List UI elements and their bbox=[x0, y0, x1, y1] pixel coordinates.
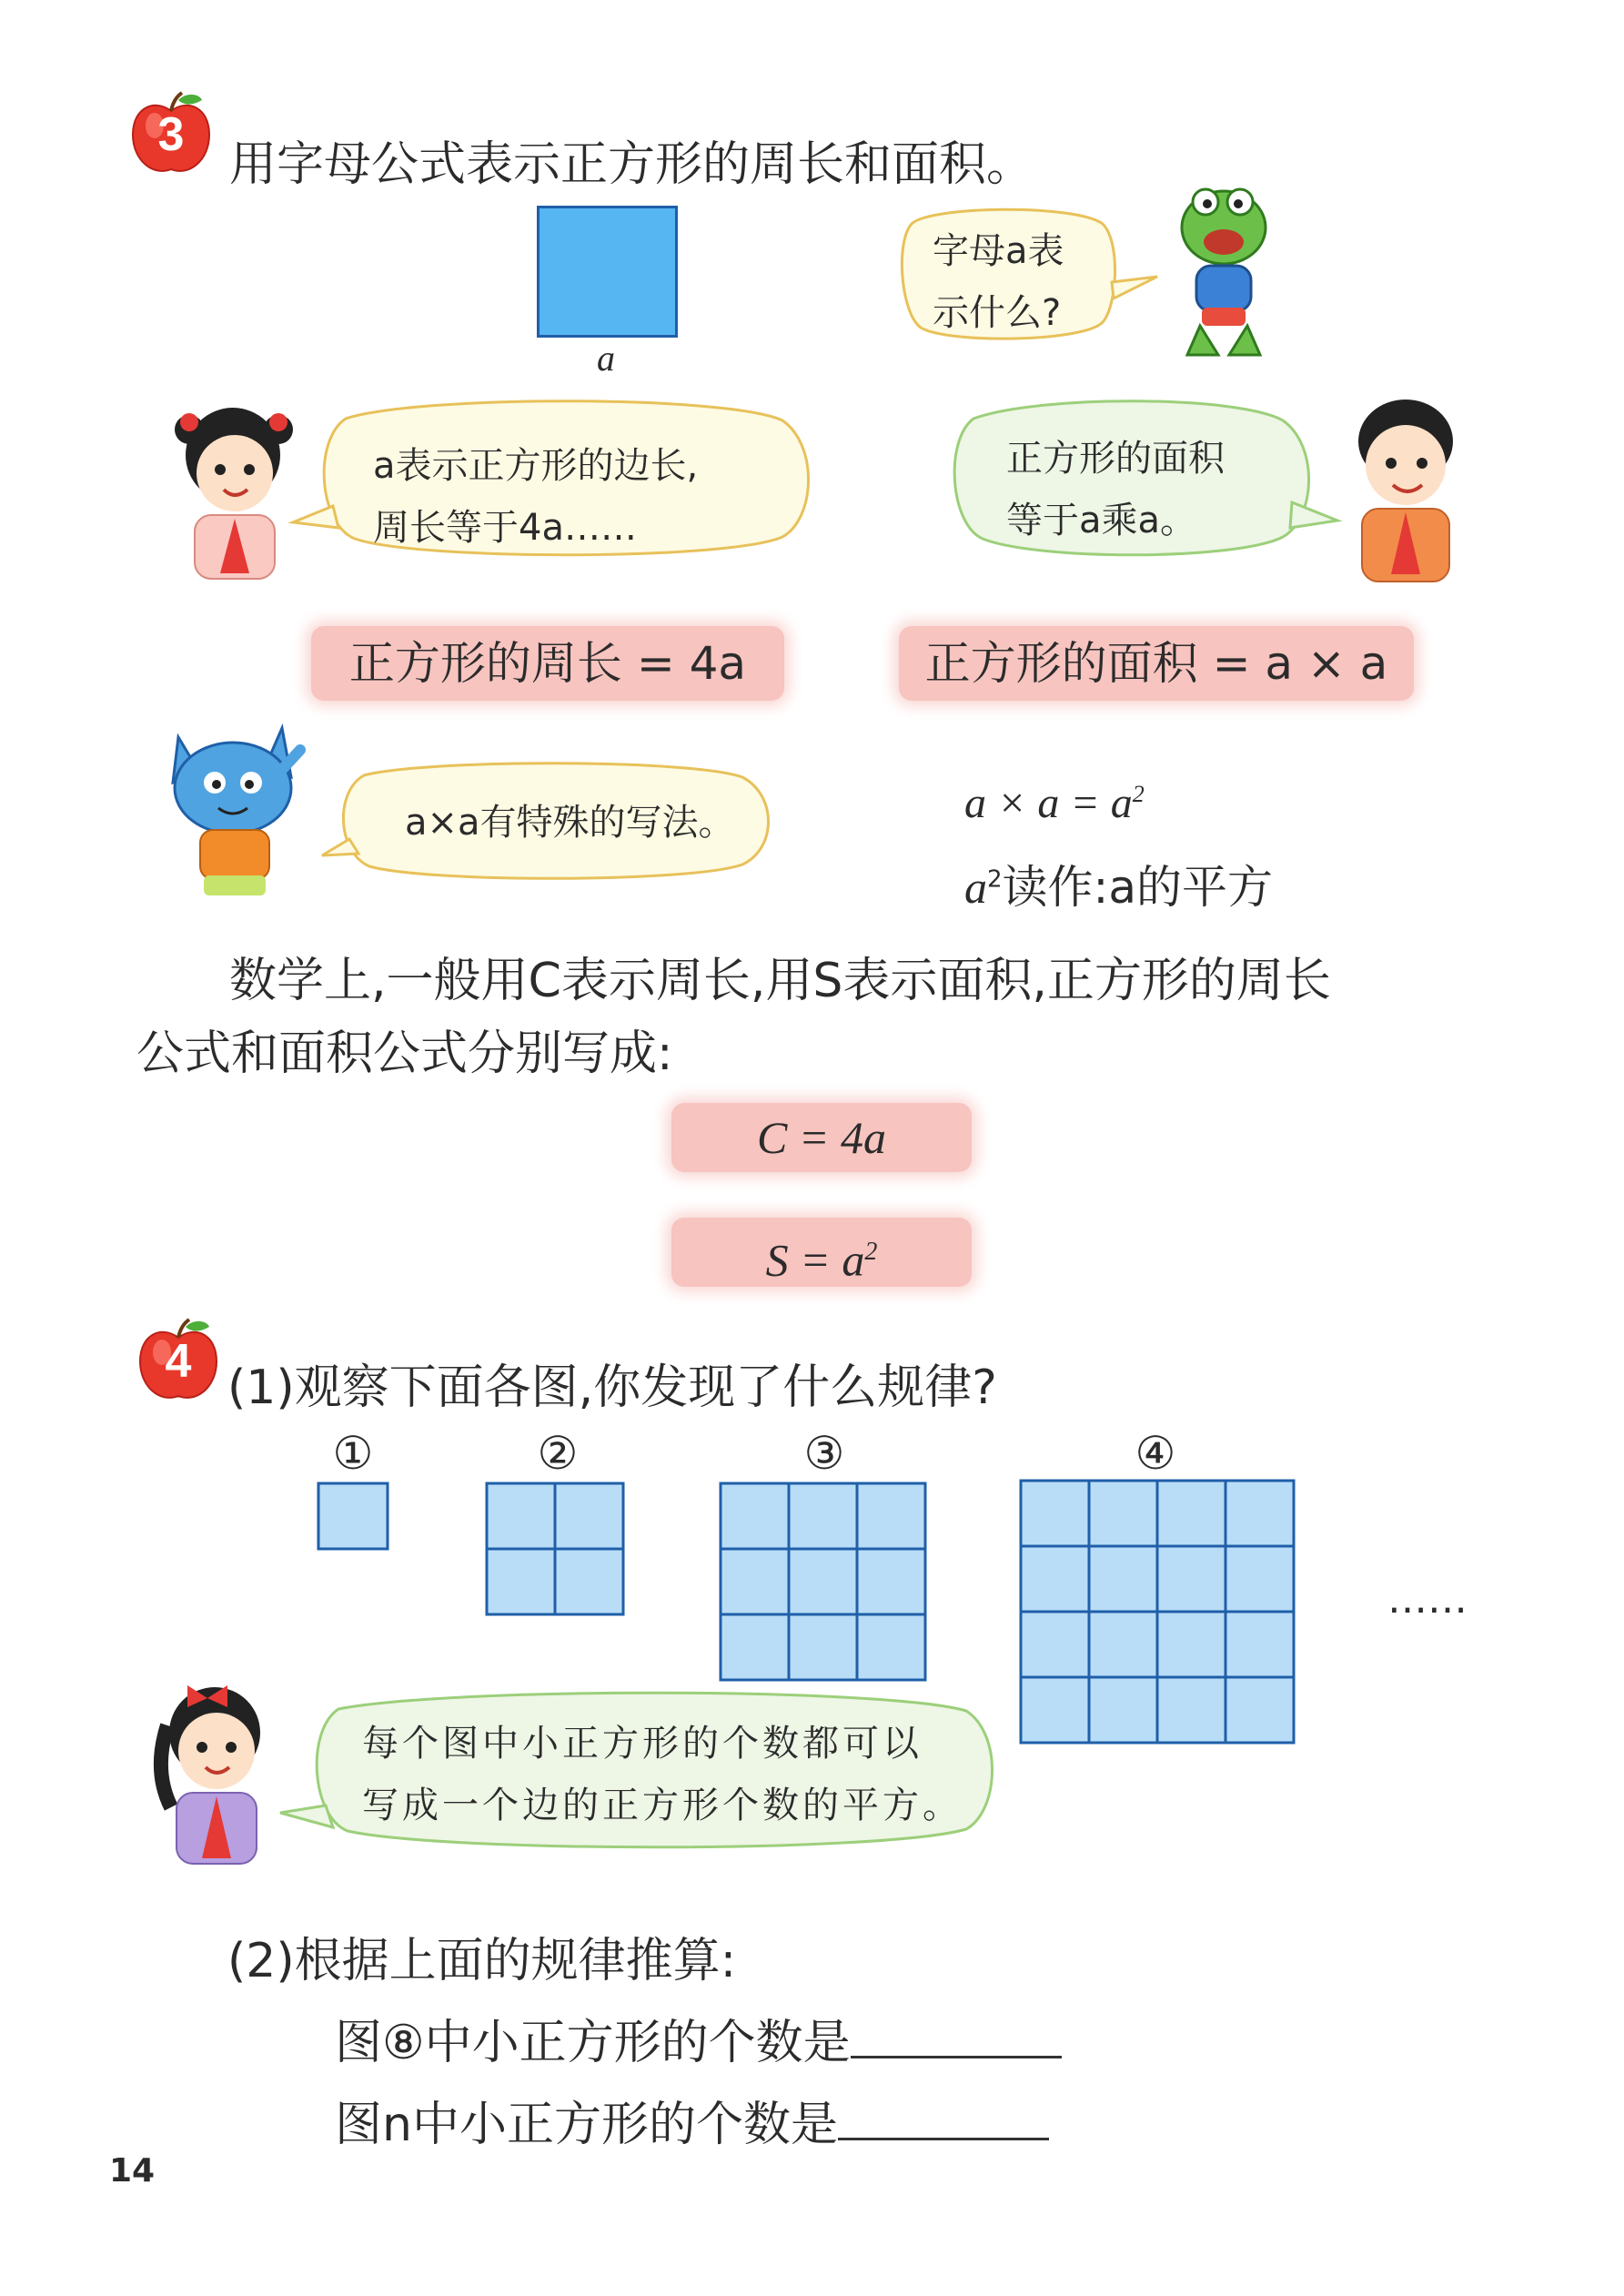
formula-c: C = 4a bbox=[756, 1112, 887, 1163]
grid-cell bbox=[1226, 1481, 1294, 1546]
grid-cell bbox=[1226, 1546, 1294, 1612]
grid-cell bbox=[1089, 1546, 1157, 1612]
figure-label-3: ③ bbox=[803, 1427, 845, 1480]
question2: (2)根据上面的规律推算: bbox=[227, 1934, 737, 1988]
girl-character-icon bbox=[151, 1671, 278, 1871]
grid-cell bbox=[1157, 1677, 1226, 1743]
blue-square bbox=[537, 206, 678, 338]
perimeter-formula: 正方形的周长 = 4a bbox=[348, 637, 747, 690]
girl2-bubble-line2: 写成一个边的正方形个数的平方。 bbox=[362, 1785, 963, 1826]
grid-cell bbox=[1021, 1481, 1089, 1546]
area-formula: 正方形的面积 = a × a bbox=[924, 637, 1388, 690]
boy-character-icon bbox=[1342, 387, 1469, 587]
boy-bubble-line1: 正方形的面积 bbox=[1006, 438, 1225, 480]
frog-bubble-line1: 字母a表 bbox=[933, 230, 1064, 272]
square-notation: $a \times a = a^2$ bbox=[964, 779, 1145, 827]
perimeter-formula-box bbox=[311, 626, 784, 701]
grid-cell bbox=[1089, 1612, 1157, 1677]
cat-bubble-text: a×a有特殊的写法。 bbox=[405, 802, 735, 844]
grid-cell bbox=[857, 1549, 925, 1614]
formula-s-box bbox=[671, 1218, 972, 1287]
girl-bubble-line1: a表示正方形的边长, bbox=[373, 445, 699, 487]
ellipsis: …… bbox=[1387, 1576, 1468, 1623]
formula-c-box bbox=[671, 1103, 972, 1172]
grid-cell bbox=[789, 1614, 857, 1680]
girl-character-icon bbox=[169, 391, 297, 592]
figure-label-2: ② bbox=[537, 1427, 579, 1480]
square-reading: $a^2$读作:a的平方 bbox=[964, 861, 1274, 914]
boy-bubble-line2: 等于a乘a。 bbox=[1006, 500, 1197, 541]
exponent: 2 bbox=[1132, 781, 1145, 807]
figure-grid-4 bbox=[1021, 1481, 1294, 1743]
paragraph-line1: 数学上,一般用C表示周长,用S表示面积,正方形的周长 bbox=[229, 954, 1331, 1008]
fill-line-1 bbox=[335, 2004, 1062, 2072]
grid-cell bbox=[1021, 1546, 1089, 1612]
paragraph-line2: 公式和面积公式分别写成: bbox=[136, 1027, 673, 1081]
grid-cell bbox=[1089, 1481, 1157, 1546]
area-formula-box bbox=[899, 626, 1414, 701]
fill-prompt-2: 图n中小正方形的个数是 bbox=[335, 2098, 838, 2152]
grid-cell bbox=[1021, 1677, 1089, 1743]
frog-bubble-line2: 示什么? bbox=[933, 292, 1062, 334]
section-number: 3 bbox=[157, 108, 185, 161]
cat-character-icon bbox=[155, 719, 309, 919]
grid-cell bbox=[1226, 1612, 1294, 1677]
figure-label-4: ④ bbox=[1135, 1427, 1176, 1480]
apple-number-badge-4 bbox=[135, 1318, 222, 1405]
reading-exponent: 2 bbox=[987, 865, 1003, 894]
grid-cell bbox=[721, 1483, 789, 1549]
figure-grid-1 bbox=[318, 1483, 388, 1549]
figure-grid-3 bbox=[721, 1483, 925, 1680]
grid-cell bbox=[555, 1549, 623, 1614]
grid-cell bbox=[857, 1614, 925, 1680]
section3-title: 用字母公式表示正方形的周长和面积。 bbox=[229, 137, 1034, 192]
page-number: 14 bbox=[109, 2152, 156, 2190]
frog-character-icon bbox=[1169, 182, 1278, 364]
fill-line-2 bbox=[335, 2086, 1049, 2154]
grid-cell bbox=[1157, 1612, 1226, 1677]
grid-cell bbox=[857, 1483, 925, 1549]
grid-cell bbox=[1226, 1677, 1294, 1743]
grid-cell bbox=[487, 1549, 555, 1614]
girl-bubble-line2: 周长等于4a…… bbox=[373, 507, 637, 549]
grid-cell bbox=[318, 1483, 388, 1549]
grid-cell bbox=[555, 1483, 623, 1549]
apple-number-badge-3 bbox=[127, 91, 215, 178]
grid-cell bbox=[789, 1549, 857, 1614]
grid-cell bbox=[1157, 1546, 1226, 1612]
girl2-bubble-line1: 每个图中小正方形的个数都可以 bbox=[362, 1723, 923, 1765]
square-side-label: a bbox=[597, 338, 615, 379]
formula-s-exponent: 2 bbox=[864, 1238, 878, 1266]
grid-cell bbox=[721, 1614, 789, 1680]
fill-prompt-1: 图⑧中小正方形的个数是 bbox=[335, 2016, 851, 2070]
figure-label-1: ① bbox=[332, 1427, 374, 1480]
grid-cell bbox=[1089, 1677, 1157, 1743]
formula-s: S = a bbox=[765, 1234, 865, 1286]
answer-blank-1[interactable] bbox=[851, 2014, 1062, 2058]
question1: (1)观察下面各图,你发现了什么规律? bbox=[227, 1360, 997, 1415]
grid-cell bbox=[1021, 1612, 1089, 1677]
figure-grid-2 bbox=[487, 1483, 623, 1614]
grid-cell bbox=[487, 1483, 555, 1549]
answer-blank-2[interactable] bbox=[838, 2096, 1049, 2140]
section-number: 4 bbox=[165, 1335, 192, 1388]
grid-cell bbox=[721, 1549, 789, 1614]
grid-cell bbox=[789, 1483, 857, 1549]
grid-cell bbox=[1157, 1481, 1226, 1546]
